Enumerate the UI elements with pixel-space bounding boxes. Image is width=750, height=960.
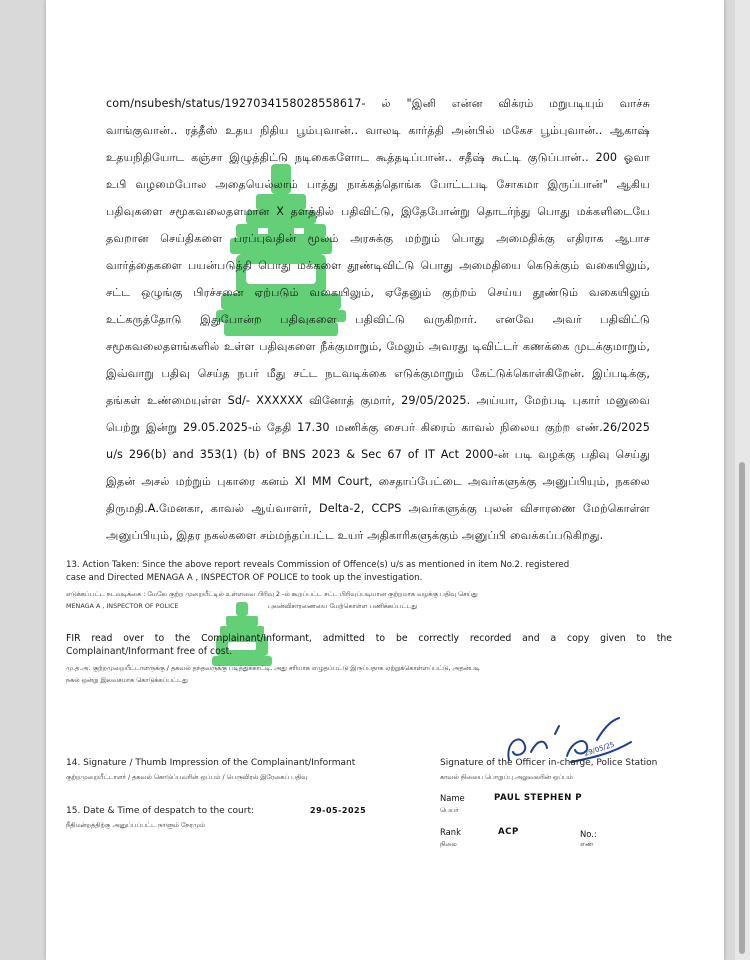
- fir-read-over-tamil: மு.த.அ. குற்றமுறையீட்டாளருக்கு / தகவல் தந்தவருக்கு படித்துக்காட்டி, அது சரியாக எழுதப்பட்டு இருப்பதாக ஏற்றுக்கொள்ளப்பட்டு, அதன்படி: [66, 664, 480, 672]
- complaint-text-line: பதிவுகளை சமூகவலைதளமான X தளத்தில் பதிவிட்டு, இதேபோன்று தொடர்ந்து பொது மக்களிடையே: [106, 205, 650, 218]
- complaint-text-line: தவறான செய்திகளை பரப்புவதின் மூலம் அரசுக்கு மற்றும் பொது அமைதிக்கு எதிராக ஆபாச: [106, 232, 650, 245]
- despatch-date-value: 29-05-2025: [310, 806, 367, 815]
- officer-rank-label: Rank: [440, 827, 461, 837]
- svg-text:29/05/25: 29/05/25: [583, 740, 616, 758]
- officer-signature-tamil: காவல் நிலைய பொறுப்பு அலுவலரின் ஒப்பம்: [440, 773, 573, 781]
- complaint-text-line: உட்கருத்தோடு இதுபோன்ற பதிவுகளை பதிவிட்டு வருகிறார். எனவே அவர் பதிவிட்டு: [106, 313, 650, 326]
- document-page: [46, 0, 724, 960]
- complainant-signature-tamil: குற்றமுறையீட்டாளர் / தகவல் கொடுப்பவரின் ஒப்பம் / பெருவிரல் இரேகைப் பதிவு: [66, 773, 308, 781]
- officer-rank-value: ACP: [498, 827, 519, 837]
- fir-read-over-tamil: நகல் ஒன்று இலவசமாக கொடுக்கப்பட்டது: [66, 676, 188, 684]
- action-taken-tamil: புலன்விசாரணையை மேற்கொள்ள பணிக்கப்பட்டது: [268, 602, 418, 610]
- action-taken-officer: MENAGA A , INSPECTOR OF POLICE: [66, 602, 179, 610]
- complaint-text-line: அனுப்பியும், இதர நகல்களை சம்மந்தப்பட்ட உயர் அதிகாரிகளுக்கும் அனுப்பி வைக்கப்படுகிறது.: [106, 529, 604, 542]
- complaint-text-line: u/s 296(b) and 353(1) (b) of BNS 2023 & Sec 67 of IT Act 2000-ன் படி வழக்கு பதிவு செய்து: [106, 448, 650, 461]
- officer-signature-label: Signature of the Officer in-charge, Police Station: [440, 758, 658, 768]
- complaint-text-line: com/nsubesh/status/1927034158028558617- ல் "இனி என்ன விக்ரம் மறுபடியும் வாச்சு: [106, 97, 650, 110]
- action-taken-line: case and Directed MENAGA A , INSPECTOR OF POLICE to took up the investigation.: [66, 573, 423, 583]
- complaint-text-line: சட்ட ஒழுங்கு பிரச்சனை ஏற்படும் வகையிலும், ஏதேனும் குற்றம் செய்ய தூண்டும் வகையிலும்: [106, 286, 650, 299]
- despatch-date-label: 15. Date & Time of despatch to the court:: [66, 806, 255, 816]
- complaint-text-line: தங்கள் உண்மையுள்ள Sd/- XXXXXX வினோத் குமார், 29/05/2025. அய்யா, மேற்படி புகார் மனுவை: [106, 394, 650, 407]
- officer-number-label: No.:: [580, 829, 597, 839]
- officer-name-value: PAUL STEPHEN P: [494, 793, 583, 803]
- complaint-text-line: உபி வழமைபோல அதையெல்லாம் பாத்து நாக்கத்தொங்க போட்டபடி சோகமா இருப்பான்" ஆகிய: [106, 178, 650, 191]
- complainant-signature-label: 14. Signature / Thumb Impression of the Complainant/Informant: [66, 758, 356, 768]
- complaint-text-line: பெற்று இன்று 29.05.2025-ம் தேதி 17.30 மணிக்கு சைபர் கிரைம் காவல் நிலைய குற்ற எண்.26/2025: [106, 421, 650, 434]
- officer-number-tamil: எண்: [580, 840, 594, 848]
- fir-read-over-line: FIR read over to the Complainant/Informant, admitted to be correctly recorded and a copy given to the: [66, 633, 672, 644]
- despatch-date-tamil: நீதிமன்றத்திற்கு அனுப்பப்பட்ட நாளும் நேரமும்: [66, 821, 206, 829]
- complaint-text-line: இவ்வாறு பதிவு செய்த நபர் மீது சட்ட நடவடிக்கை எடுக்குமாறும் கேட்டுக்கொள்கிறேன். இப்படிக்கு,: [106, 367, 650, 380]
- complaint-text-line: உதயநிதியோட கஞ்சா இழுத்திட்டு நடிகைகளோட கூத்தடிப்பான்.. சதீஷ் கூட்டி குடுப்பான்.. 200 ஓவா: [106, 151, 650, 164]
- officer-name-tamil: பெயர்: [440, 806, 459, 814]
- complaint-text-line: வாங்குவான்.. ரத்தீஸ் உதய நிதிய பூம்புவான்.. வாலடி கார்த்தி அன்பில் மகேச பூம்புவான்.. ஆகாஷ்: [106, 124, 650, 137]
- complaint-text-line: இதன் அசல் மற்றும் புகாரை கனம் XI MM Court, சைதாப்பேட்டை அவர்களுக்கு அனுப்பியும், நகலை: [106, 475, 650, 488]
- complaint-text-line: வார்த்தைகளை பயன்படுத்தி பொது மக்களை தூண்டிவிட்டு பொது அமைதியை கெடுக்கும் வகையிலும்,: [106, 259, 650, 272]
- action-taken-tamil: எடுக்கப்பட்ட நடவடிக்கை : மேலே குற்ற முறையீட்டில் உள்ளவை பிரிவு 2 -ல் கூறப்பட்ட சட்ட பிரிவுப்படியான குற்றமாக வழக்கு பதிவு செய்து: [66, 590, 478, 598]
- complaint-text-line: திருமதி.A.மேனகா, காவல் ஆய்வாளர், Delta-2, CCPS அவர்களுக்கு புலன் விசாரணை மேற்கொள்ள: [106, 502, 650, 515]
- action-taken-line: 13. Action Taken: Since the above report reveals Commission of Offence(s) u/s as mentioned in item No.2. registered: [66, 560, 570, 570]
- officer-name-label: Name: [440, 793, 465, 803]
- officer-rank-tamil: நிலை: [440, 840, 457, 848]
- fir-read-over-line: Complainant/Informant free of cost.: [66, 646, 233, 657]
- scrollbar-thumb[interactable]: [739, 462, 745, 954]
- complaint-text-line: சமூகவலைதளங்களில் உள்ள பதிவுகளை நீக்குமாறும், மேலும் அவரது டிவிட்டர் கணக்கை முடக்குமாறும்,: [106, 340, 650, 353]
